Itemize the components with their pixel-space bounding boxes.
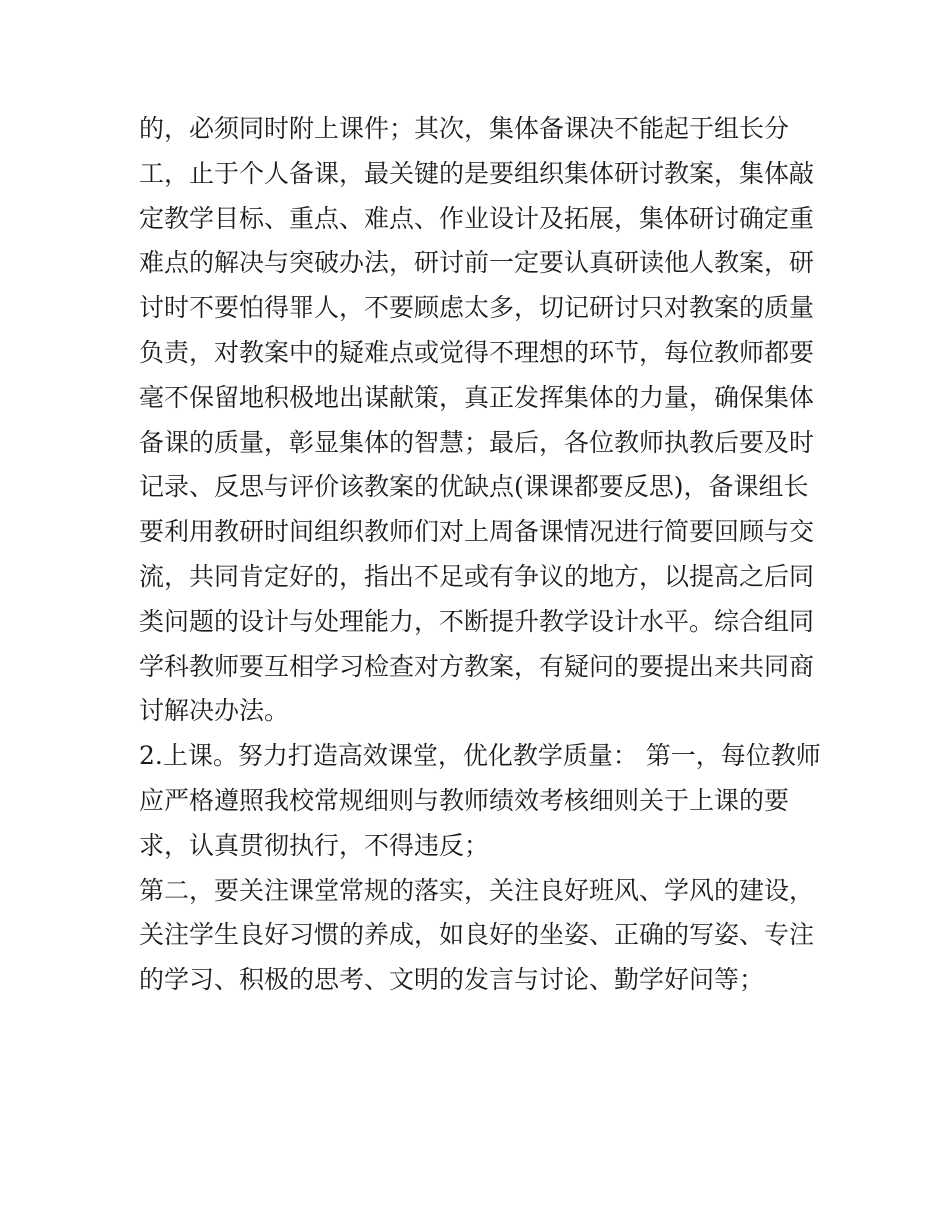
text-line: 关注学生良好习惯的养成，如良好的坐姿、正确的写姿、专注 (139, 920, 815, 950)
text-line: 讨时不要怕得罪人，不要顾虑太多，切记研讨只对教案的质量 (139, 293, 815, 323)
text-line: 流，共同肯定好的，指出不足或有争议的地方，以提高之后同 (139, 561, 815, 591)
text-line: 备课的质量，彰显集体的智慧；最后，各位教师执教后要及时 (139, 427, 815, 457)
section-heading-line: 2.上课。努力打造高效课堂，优化教学质量： 第一，每位教师 (139, 741, 821, 771)
text-line: 的，必须同时附上课件；其次，集体备课决不能起于组长分 (139, 114, 790, 143)
body-text (139, 107, 819, 1003)
text-line: 第二，要关注课堂常规的落实，关注良好班风、学风的建设， (139, 875, 815, 905)
text-line: 毫不保留地积极地出谋献策，真正发挥集体的力量，确保集体 (139, 382, 815, 412)
text-line: 定教学目标、重点、难点、作业设计及拓展，集体研讨确定重 (139, 203, 815, 233)
text-line: 负责，对教案中的疑难点或觉得不理想的环节，每位教师都要 (139, 337, 815, 367)
text-line: 求，认真贯彻执行，不得违反； (139, 830, 490, 860)
text-line: 工，止于个人备课，最关键的是要组织集体研讨教案，集体敲 (139, 158, 815, 188)
text-line: 学科教师要互相学习检查对方教案，有疑问的要提出来共同商 (139, 651, 815, 681)
text-line: 记录、反思与评价该教案的优缺点(课课都要反思)，备课组长 (139, 472, 809, 502)
text-line: 的学习、积极的思考、文明的发言与讨论、勤学好问等； (139, 965, 765, 995)
text-line: 类问题的设计与处理能力，不断提升教学设计水平。综合组同 (139, 606, 815, 636)
text-line: 讨解决办法。 (139, 696, 290, 726)
text-line: 应严格遵照我校常规细则与教师绩效考核细则关于上课的要 (139, 785, 790, 815)
text-line: 要利用教研时间组织教师们对上周备课情况进行简要回顾与交 (139, 517, 815, 547)
text-line: 难点的解决与突破办法，研讨前一定要认真研读他人教案，研 (139, 248, 815, 278)
